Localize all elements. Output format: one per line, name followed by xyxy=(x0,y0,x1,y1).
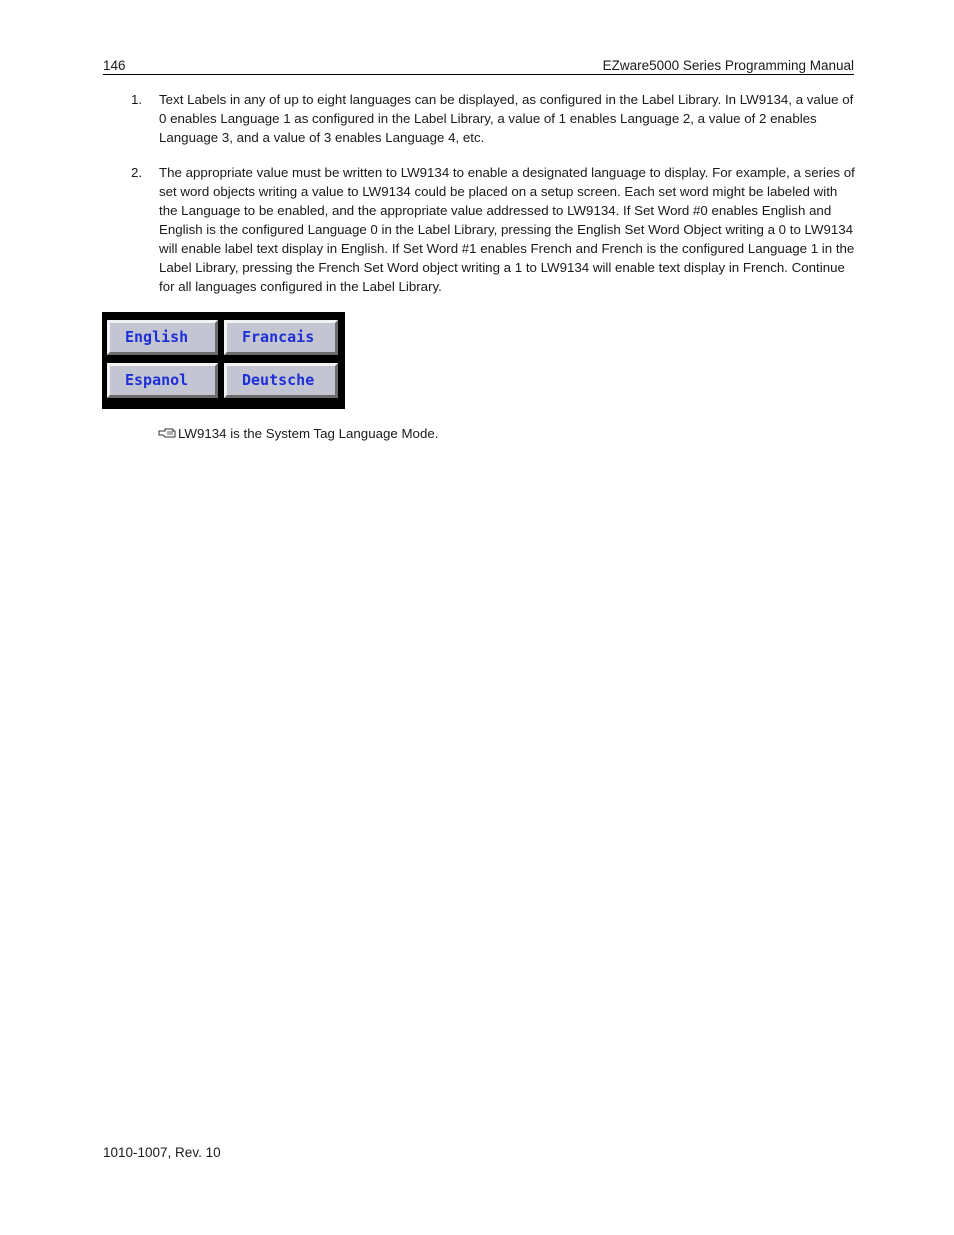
page-header xyxy=(103,57,854,75)
deutsche-button[interactable]: Deutsche xyxy=(224,363,338,398)
list-item-text: The appropriate value must be written to LW9134 to enable a designated language to display. For example, a series of set word objects writing a value to LW9134 could be placed on a setup screen. Each set word might be labeled with the Language to be enabled, and the appropriate value addressed to LW9134. If Set Word #0 enables English and English is the configured Language 0 in the Label Library, pressing the English Set Word Object writing a 0 to LW9134 will enable label text display in English. If Set Word #1 enables French and French is the configured Language 1 in the Label Library, pressing the French Set Word object writing a 1 to LW9134 will enable text display in French. Continue for all languages configured in the Label Library. xyxy=(159,165,855,294)
instruction-list xyxy=(103,90,855,312)
pointing-hand-icon xyxy=(158,426,176,438)
espanol-button[interactable]: Espanol xyxy=(107,363,218,398)
note xyxy=(158,425,438,443)
list-item-number: 2. xyxy=(131,165,143,180)
page-number: 146 xyxy=(103,58,126,73)
english-button[interactable]: English xyxy=(107,320,218,355)
list-item xyxy=(103,90,855,147)
document-id: 1010-1007, Rev. 10 xyxy=(103,1145,221,1160)
manual-title: EZware5000 Series Programming Manual xyxy=(602,58,854,73)
list-item-number: 1. xyxy=(131,92,143,107)
language-button-panel xyxy=(102,312,345,409)
list-item xyxy=(103,163,855,296)
francais-button[interactable]: Francais xyxy=(224,320,338,355)
list-item-text: Text Labels in any of up to eight languages can be displayed, as configured in the Label Library. In LW9134, a value of 0 enables Language 1 as configured in the Label Library, a value of 1 enables Language 2, a value of 2 enables Language 3, and a value of 3 enables Language 4, etc. xyxy=(159,92,854,145)
note-text: LW9134 is the System Tag Language Mode. xyxy=(178,426,439,441)
